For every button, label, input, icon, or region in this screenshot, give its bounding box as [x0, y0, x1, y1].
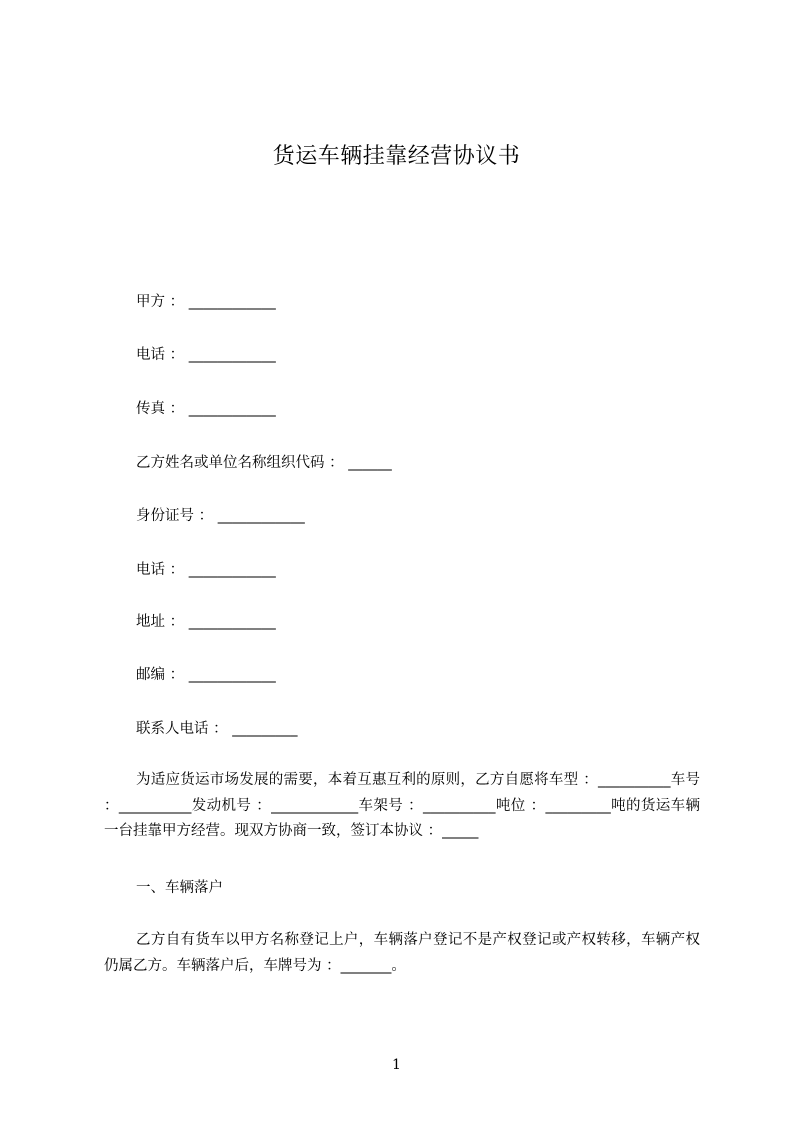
field-party-b-phone: [136, 560, 276, 580]
field-blank: _________: [232, 721, 298, 737]
page-number: 1: [392, 1057, 401, 1073]
field-blank: ____________: [188, 614, 276, 630]
field-party-a-fax: [136, 399, 276, 419]
field-party-a-phone: [136, 345, 276, 365]
field-blank: ____________: [217, 508, 305, 524]
field-blank: ____________: [188, 294, 276, 310]
section-1-paragraph: 乙方自有货车以甲方名称登记上户，车辆落户登记不是产权登记或产权转移，车辆产权仍属乙方。车辆落户后，车牌号为 ：_______。: [104, 932, 700, 974]
field-blank: ____________: [188, 401, 276, 417]
field-id-number: [136, 506, 305, 526]
field-label: 甲方 ：: [136, 294, 185, 310]
field-party-b-name: [136, 453, 392, 473]
field-label: 传真 ：: [136, 401, 185, 417]
intro-paragraph: 为适应货运市场发展的需要，本着互惠互利的原则，乙方自愿将车型 ：__________车号 ：__________发动机号 ：____________车架号 ：__________吨位 ：_________吨的货运车辆一台挂靠甲方经营。现双方协商一致，签订本协议 ：_____: [104, 772, 700, 839]
field-label: 邮编 ：: [136, 667, 185, 683]
field-contact-phone: [136, 719, 297, 739]
field-label: 地址 ：: [136, 614, 185, 630]
field-blank: ____________: [188, 347, 276, 363]
field-blank: ____________: [188, 667, 276, 683]
field-label: 电话 ：: [136, 562, 185, 578]
field-postcode: [136, 665, 276, 685]
field-blank: ______: [348, 455, 392, 471]
field-label: 乙方姓名或单位名称组织代码 ：: [136, 455, 344, 471]
field-label: 联系人电话 ：: [136, 721, 228, 737]
field-address: [136, 612, 276, 632]
field-party-a: [136, 292, 276, 312]
field-label: 身份证号 ：: [136, 508, 214, 524]
section-1-heading: 一、车辆落户: [136, 880, 223, 896]
field-blank: ____________: [188, 562, 276, 578]
field-label: 电话 ：: [136, 347, 185, 363]
document-title: 货运车辆挂靠经营协议书: [272, 144, 521, 169]
